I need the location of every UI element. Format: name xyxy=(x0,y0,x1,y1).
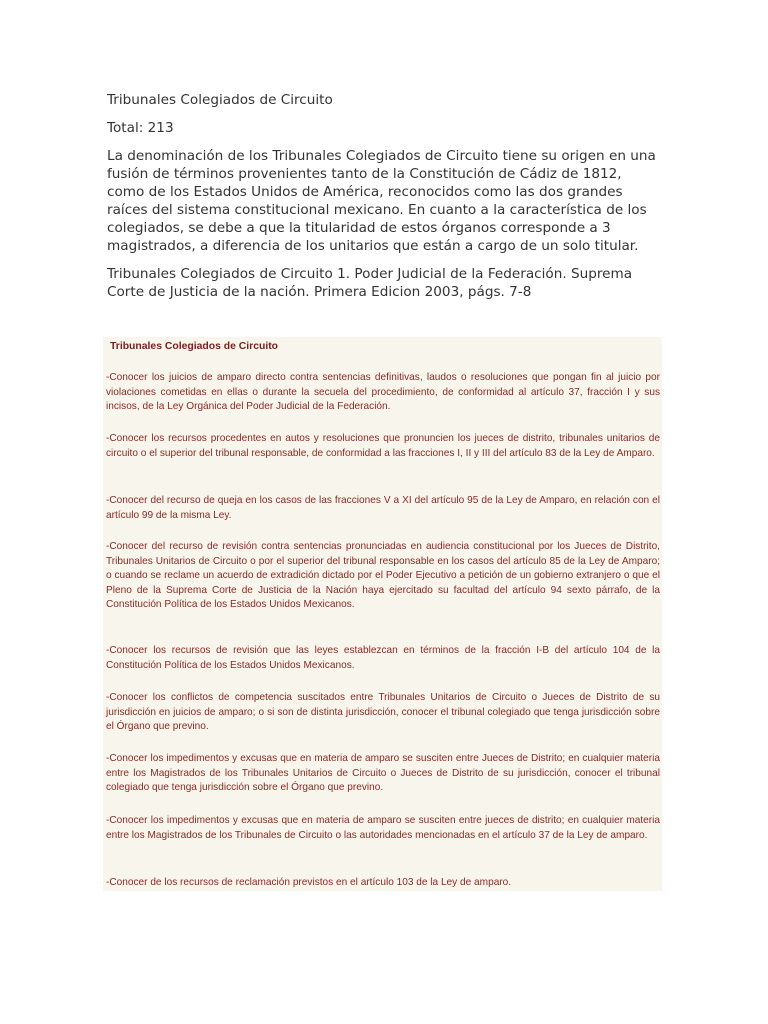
panel-item-1: -Conocer los juicios de amparo directo contra sentencias definitivas, laudos o resoluciones que pongan fin al juicio por violaciones cometidas en ellas o durante la secuela del procedimiento, de conformidad al artículo 37, fracción I y sus incisos, de la Ley Orgánica del Poder Judicial de la Federación. xyxy=(106,372,660,412)
competences-panel xyxy=(103,337,662,891)
total-count: Total: 213 xyxy=(107,120,174,136)
panel-item-4: -Conocer del recurso de revisión contra sentencias pronunciadas en audiencia constitucional por los Jueces de Distrito, Tribunales Unitarios de Circuito o por el superior del tribunal responsable en los casos del artículo 85 de la Ley de Amparo; o cuando se reclame un acuerdo de extradición dictado por el Poder Ejecutivo a petición de un gobierno extranjero o que el Pleno de la Suprema Corte de Justicia de la Nación haya ejercitado su facultad del artículo 94 sexto párrafo, de la Constitución Política de los Estados Unidos Mexicanos. xyxy=(106,541,660,610)
panel-item-7: -Conocer los impedimentos y excusas que en materia de amparo se susciten entre Jueces de Distrito; en cualquier materia entre los Magistrados de los Tribunales Unitarios de Circuito o Jueces de Distrito de su jurisdicción, conocer el tribunal colegiado que tenga jurisdicción sobre el Órgano que previno. xyxy=(106,753,660,793)
panel-item-9: -Conocer de los recursos de reclamación previstos en el artículo 103 de la Ley de amparo. xyxy=(106,877,512,888)
intro-paragraph: La denominación de los Tribunales Colegiados de Circuito tiene su origen en una fusión de términos provenientes tanto de la Constitución de Cádiz de 1812, como de los Estados Unidos de América, reconocidos como las dos grandes raíces del sistema constitucional mexicano. En cuanto a la característica de los colegiados, se debe a que la titularidad de estos órganos corresponde a 3 magistrados, a diferencia de los unitarios que están a cargo de un solo titular. xyxy=(107,148,656,254)
panel-item-6: -Conocer los conflictos de competencia suscitados entre Tribunales Unitarios de Circuito o Jueces de Distrito de su jurisdicción en juicios de amparo; o si son de distinta jurisdicción, conocer el tribunal colegiado que tenga jurisdicción sobre el Órgano que previno. xyxy=(106,692,660,732)
panel-title: Tribunales Colegiados de Circuito xyxy=(110,341,279,352)
panel-item-2: -Conocer los recursos procedentes en autos y resoluciones que pronuncien los jueces de distrito, tribunales unitarios de circuito o el superior del tribunal responsable, de conformidad a las fracciones I, II y III del artículo 83 de la Ley de Amparo. xyxy=(106,433,660,459)
document-title: Tribunales Colegiados de Circuito xyxy=(107,92,333,108)
panel-item-5: -Conocer los recursos de revisión que las leyes establezcan en términos de la fracción I-B del artículo 104 de la Constitución Política de los Estados Unidos Mexicanos. xyxy=(106,645,660,671)
panel-item-3: -Conocer del recurso de queja en los casos de las fracciones V a XI del artículo 95 de la Ley de Amparo, en relación con el artículo 99 de la misma Ley. xyxy=(106,495,660,521)
citation-paragraph: Tribunales Colegiados de Circuito 1. Poder Judicial de la Federación. Suprema Corte de Justicia de la nación. Primera Edicion 2003, págs. 7-8 xyxy=(107,266,633,300)
panel-item-8: -Conocer los impedimentos y excusas que en materia de amparo se susciten entre jueces de distrito; en cualquier materia entre los Magistrados de los Tribunales de Circuito o las autoridades mencionadas en el artículo 37 de la Ley de amparo. xyxy=(106,815,660,841)
